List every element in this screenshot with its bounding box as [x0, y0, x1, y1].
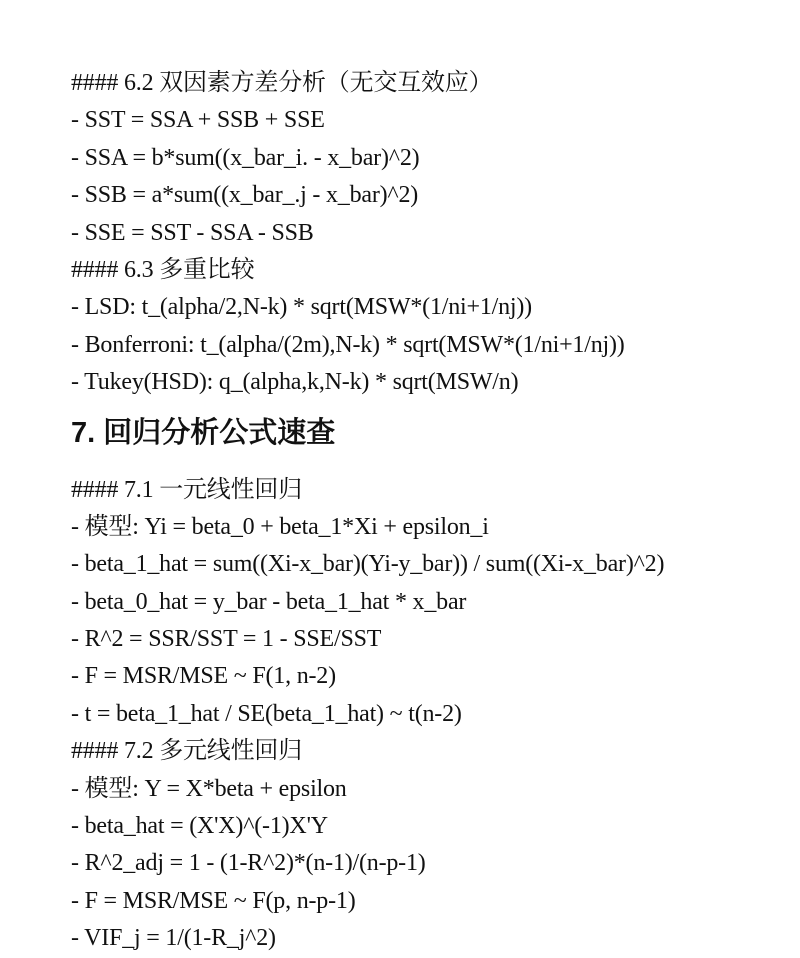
formula-line: - Tukey(HSD): q_(alpha,k,N-k) * sqrt(MSW/n) — [71, 369, 519, 396]
subsection-heading-6-2: #### 6.2 双因素方差分析（无交互效应） — [71, 70, 493, 96]
formula-line: - R^2 = SSR/SST = 1 - SSE/SST — [71, 626, 382, 653]
subsection-heading-7-1: #### 7.1 一元线性回归 — [71, 476, 302, 503]
formula-line: - LSD: t_(alpha/2,N-k) * sqrt(MSW*(1/ni+1/nj)) — [71, 294, 532, 321]
formula-line: - 模型: Yi = beta_0 + beta_1*Xi + epsilon_i — [71, 513, 489, 540]
formula-line: - beta_hat = (X'X)^(-1)X'Y — [71, 813, 328, 840]
section-heading-7: 7. 回归分析公式速查 — [71, 416, 336, 449]
formula-line: - t = beta_1_hat / SE(beta_1_hat) ~ t(n-2) — [71, 700, 462, 727]
subsection-heading-7-2: #### 7.2 多元线性回归 — [71, 738, 302, 765]
formula-line: - beta_0_hat = y_bar - beta_1_hat * x_bar — [71, 588, 467, 615]
formula-line: - Bonferroni: t_(alpha/(2m),N-k) * sqrt(MSW*(1/ni+1/nj)) — [71, 331, 625, 358]
formula-line: - SSA = b*sum((x_bar_i. - x_bar)^2) — [71, 144, 420, 171]
formula-line: - F = MSR/MSE ~ F(p, n-p-1) — [71, 887, 356, 914]
formula-line: - SSB = a*sum((x_bar_.j - x_bar)^2) — [71, 182, 419, 209]
formula-line: - VIF_j = 1/(1-R_j^2) — [71, 925, 276, 952]
formula-line: - SSE = SST - SSA - SSB — [71, 219, 314, 246]
formula-line: - SST = SSA + SSB + SSE — [71, 107, 325, 134]
formula-line: - 模型: Y = X*beta + epsilon — [71, 775, 347, 802]
document-content — [71, 65, 791, 958]
formula-line: - R^2_adj = 1 - (1-R^2)*(n-1)/(n-p-1) — [71, 850, 426, 877]
formula-line: - beta_1_hat = sum((Xi-x_bar)(Yi-y_bar)) / sum((Xi-x_bar)^2) — [71, 551, 665, 578]
formula-line: - F = MSR/MSE ~ F(1, n-2) — [71, 663, 336, 690]
subsection-heading-6-3: #### 6.3 多重比较 — [71, 256, 255, 283]
